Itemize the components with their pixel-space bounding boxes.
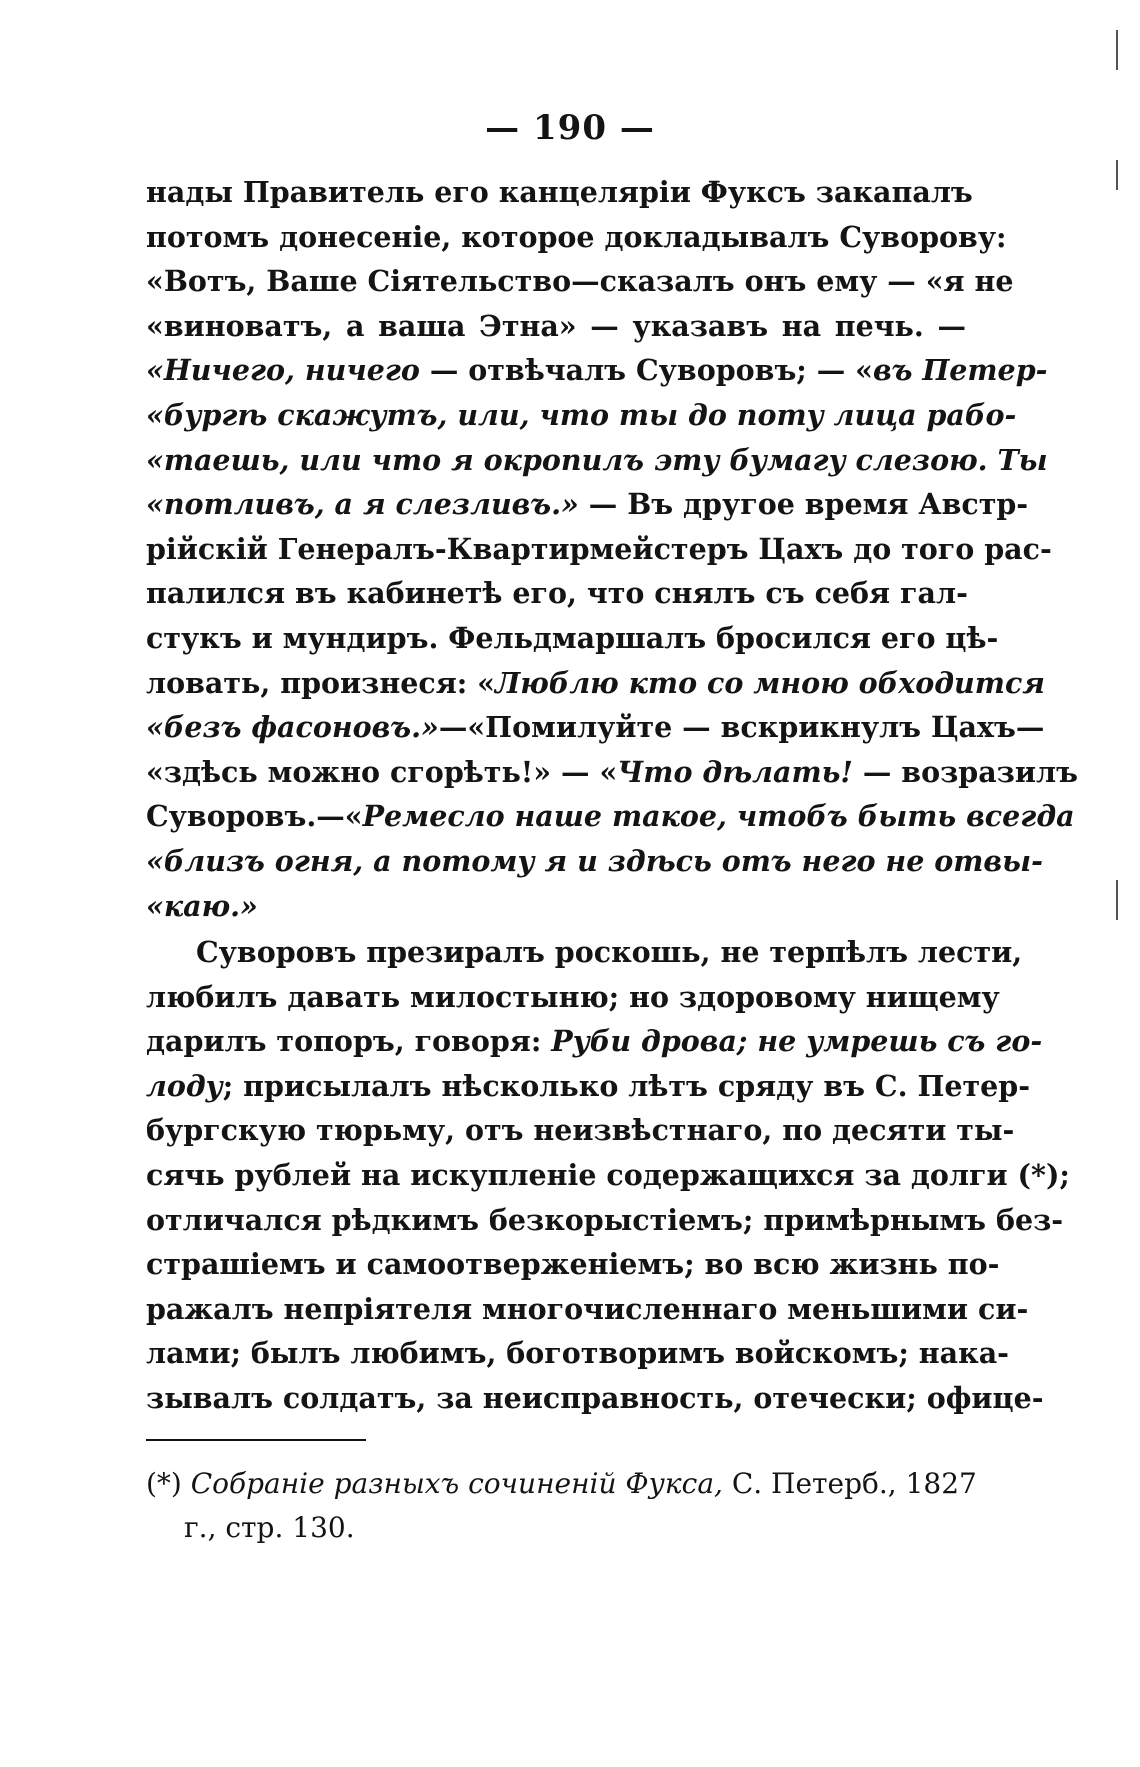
text-line [146, 1064, 1031, 1109]
text-line: «виноватъ, а ваша Этна» — указавъ на печь. — [146, 308, 966, 343]
page-number: — 190 — [485, 108, 655, 148]
scan-edge-mark [1116, 160, 1118, 190]
text-line: рiйскiй Генералъ-Квартирмейстеръ Цахъ до того рас- [146, 531, 1052, 566]
footnote-source: С. Петерб., 1827 [722, 1467, 977, 1500]
text-line: палился въ кабинетѣ его, что снялъ съ себя гал- [146, 576, 968, 611]
text-line [146, 705, 1045, 750]
text-line [146, 750, 1078, 795]
italic-span: Руби дрова; не умрешь съ го- [551, 1024, 1043, 1059]
italic-span: «Ничего, ничего [146, 353, 420, 388]
text-line [146, 438, 1048, 483]
text-line: Суворовъ презиралъ роскошь, не терпѣлъ лести, [196, 935, 1023, 969]
italic-span: «бургѣ скажутъ, или, что ты до поту лица рабо- [146, 397, 1017, 432]
text-span: — Въ другое время Австр- [578, 487, 1029, 522]
text-line: бургскую тюрьму, отъ неизвѣстнаго, по десяти ты- [146, 1113, 1015, 1148]
paragraph-2 [146, 930, 1070, 1421]
paragraph-1 [146, 170, 1078, 928]
text-line: «Вотъ, Ваше Сiятельство—сказалъ онъ ему — «я не [146, 264, 1014, 299]
italic-span: «таешь, или что я окропилъ эту бумагу слезою. Ты [146, 442, 1048, 477]
text-line [146, 482, 1029, 527]
text-line [146, 661, 1045, 706]
text-line: зывалъ солдатъ, за неисправность, отечески; офице- [146, 1380, 1044, 1415]
italic-span: Ремесло наше такое, чтобъ быть всегда [362, 799, 1075, 834]
text-line: лами; былъ любимъ, боготворимъ войскомъ; нака- [146, 1336, 1010, 1371]
italic-span: лоду [146, 1068, 223, 1103]
text-line [146, 1019, 1043, 1064]
text-span: — отвѣчалъ Суворовъ; — « [419, 353, 873, 388]
text-span: — возразилъ [852, 754, 1078, 789]
text-line [146, 839, 1043, 884]
text-line: отличался рѣдкимъ безкорыстiемъ; примѣрнымъ без- [146, 1202, 1064, 1237]
footnote-mark: (*) [146, 1467, 191, 1500]
footnote-divider [146, 1439, 366, 1441]
text-span: дарилъ топоръ, говоря: [146, 1024, 552, 1059]
text-span: —«Помилуйте — вскрикнулъ Цахъ— [438, 710, 1045, 745]
footnote-line [146, 1462, 977, 1506]
text-span: «здѣсь можно сгорѣть!» — « [146, 754, 618, 789]
text-line: страшiемъ и самоотверженiемъ; во всю жизнь по- [146, 1247, 1000, 1282]
text-line: ражалъ непрiятеля многочисленнаго меньшими си- [146, 1291, 1029, 1326]
text-line [146, 884, 966, 929]
footnote-line: г., стр. 130. [184, 1511, 355, 1544]
text-span: Суворовъ.—« [146, 799, 363, 834]
italic-span: Люблю кто со мною обходится [495, 665, 1045, 700]
text-line: потомъ донесенiе, которое докладывалъ Суворову: [146, 219, 1007, 254]
italic-span: въ Петер- [872, 353, 1048, 388]
text-line [146, 794, 1075, 839]
text-line: на⁠ды Правитель его канцелярiи Фуксъ закапалъ [146, 175, 973, 209]
text-line: любилъ давать милостыню; но здоровому нищему [146, 979, 1000, 1014]
text-span: ; присылалъ нѣсколько лѣтъ сряду въ С. Петер- [222, 1068, 1031, 1103]
italic-span: «близъ огня, а потому я и здѣсь отъ него не отвы- [146, 843, 1043, 878]
footnote [146, 1462, 977, 1550]
italic-span: «потливъ, а я слезливъ.» [146, 487, 579, 522]
text-line: стукъ и мундиръ. Фельдмаршалъ бросился его цѣ- [146, 620, 999, 655]
italic-span: «безъ фасоновъ.» [146, 710, 439, 745]
scan-edge-mark [1116, 880, 1118, 920]
text-line [146, 348, 1048, 393]
italic-span: Что дѣлать! [617, 754, 853, 789]
scan-edge-mark [1116, 30, 1118, 70]
text-line: сячь рублей на искупленiе содержащихся за долги (*); [146, 1157, 1070, 1192]
italic-span: «каю.» [146, 888, 258, 923]
text-span: ловать, произнеся: « [146, 665, 495, 700]
footnote-title: Собранiе разныхъ сочиненiй Фукса, [190, 1467, 723, 1500]
text-line [146, 393, 1017, 438]
